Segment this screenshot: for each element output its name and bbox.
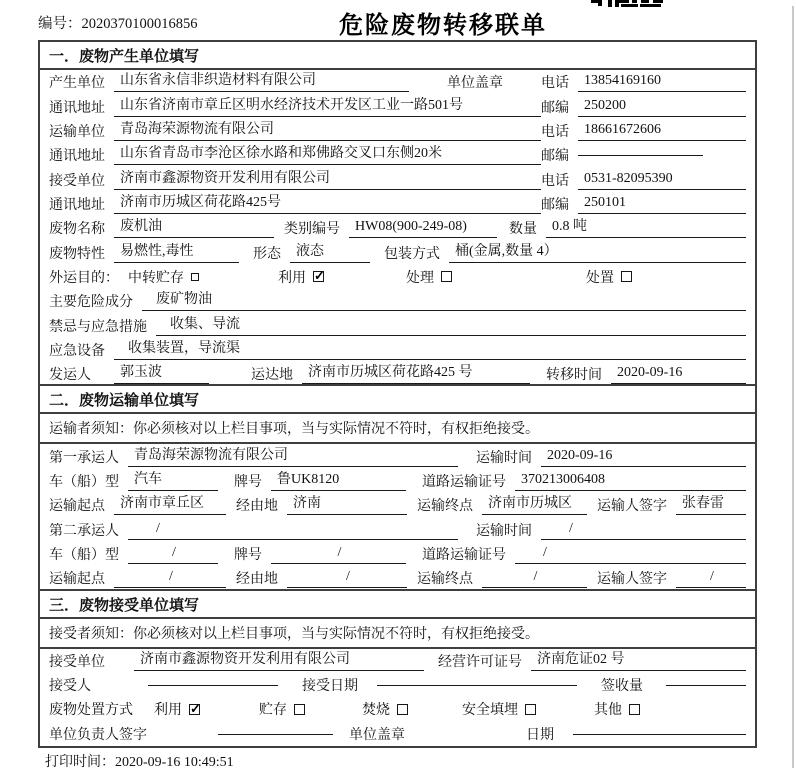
route2-via-value: / [287,568,407,588]
dispatch-row [40,362,755,386]
qr-code-partial-icon [591,0,665,10]
signed-qty-label: 签收量 [601,679,643,695]
disposal-incinerate-label: 焚烧 [362,703,390,719]
waste-name-value: 废机油 [114,218,274,238]
vehicle2-type-value: / [128,544,218,564]
page-title: 危险废物转移联单 [339,12,547,39]
transporter-phone-label: 电话 [541,124,569,140]
purpose-dispose-label: 处置 [586,270,614,286]
transporter-value: 青岛海荣源物流有限公司 [114,121,541,141]
purpose-storage-label: 中转贮存 [128,270,184,286]
vehicle1-type-label: 车（船）型 [49,474,119,490]
plate2-value: / [271,544,406,564]
purpose-dispose-checkbox[interactable] [621,271,632,282]
transporter-row [40,119,755,143]
waste-qty-value: 0.8 吨 [546,218,746,238]
first-carrier-label: 第一承运人 [49,450,119,466]
responsible-signature-value [218,733,333,735]
receiver-zip-label: 邮编 [541,197,569,213]
permit-label: 经营许可证号 [438,654,522,670]
route2-origin-value: / [114,568,226,588]
accept-date-value [377,684,577,686]
scanned-page-edge-line [792,6,794,768]
dispatcher-label: 发运人 [49,368,91,384]
producer-value: 山东省永信非织造材料有限公司 [114,72,409,92]
serial-value: 2020370100016856 [81,16,198,32]
purpose-option-storage [128,267,278,287]
disposal-other-checkbox[interactable] [629,704,640,715]
section3-header: 三．废物接受单位填写 [40,589,755,619]
destination-value: 济南市历城区荷花路425 号 [302,364,530,384]
transporter-notice: 运输者须知：你必须核对以上栏目事项，当与实际情况不符时，有权拒绝接受。 [40,414,755,444]
purpose-storage-checkbox[interactable] [191,273,199,281]
route1-row [40,493,755,517]
transport-time2-value: / [541,520,746,540]
producer-row [40,70,755,94]
receiver-phone-value: 0531-82095390 [578,170,746,190]
route1-sign-label: 运输人签字 [597,499,667,515]
route2-origin-label: 运输起点 [49,572,105,588]
emergency-measures-label: 禁忌与应急措施 [49,319,147,335]
permit-value: 济南危证02 号 [531,651,746,671]
dispatcher-value: 郭玉波 [114,364,209,384]
accept-date-label: 接受日期 [302,679,358,695]
first-carrier-value: 青岛海荣源物流有限公司 [128,447,458,467]
print-time-line [45,751,234,768]
vehicle2-type-label: 车（船）型 [49,548,119,564]
emergency-equipment-label: 应急设备 [49,343,105,359]
producer-zip-label: 邮编 [541,100,569,116]
receiver-address-label: 通讯地址 [49,197,105,213]
route1-origin-value: 济南市章丘区 [114,495,226,515]
purpose-treat-checkbox[interactable] [441,271,452,282]
waste-name-row [40,216,755,240]
receiver-address-row [40,192,755,216]
waste-name-label: 废物名称 [49,222,105,238]
first-carrier-row [40,444,755,468]
route2-row [40,566,755,590]
section1-header: 一．废物产生单位填写 [40,42,755,70]
destination-label: 运达地 [251,368,293,384]
route1-end-value: 济南市历城区 [482,495,587,515]
receiver-label: 接受单位 [49,173,105,189]
waste-qty-label: 数量 [509,222,537,238]
route1-origin-label: 运输起点 [49,499,105,515]
disposal-method-label: 废物处置方式 [49,703,133,719]
second-carrier-row [40,518,755,542]
disposal-option-incinerate [362,699,462,719]
emergency-measures-row [40,313,755,337]
purpose-option-utilize [278,267,406,287]
seal-date-value [573,733,746,735]
transporter-label: 运输单位 [49,124,105,140]
purpose-option-treat [406,267,586,287]
road-cert1-label: 道路运输证号 [422,474,506,490]
disposal-option-utilize [154,699,259,719]
hazardous-waste-transfer-form [38,40,757,748]
waste-code-value: HW08(900-249-08) [349,218,497,238]
emergency-equipment-row [40,338,755,362]
transporter-address-value: 山东省青岛市李沧区徐水路和郑佛路交叉口东侧20米 [114,145,541,165]
disposal-utilize-checkbox[interactable] [189,704,200,715]
transfer-purpose-row [40,265,755,289]
plate2-label: 牌号 [234,548,262,564]
receiver-value: 济南市鑫源物资开发利用有限公司 [114,170,541,190]
vehicle1-type-value: 汽车 [128,471,218,491]
vehicle2-row [40,542,755,566]
print-time-label: 打印时间： [45,755,115,768]
route1-via-label: 经由地 [236,499,278,515]
section2-header: 二．废物运输单位填写 [40,384,755,414]
route2-sign-label: 运输人签字 [597,572,667,588]
disposal-incinerate-checkbox[interactable] [397,704,408,715]
road-cert2-value: / [515,544,746,564]
disposal-landfill-checkbox[interactable] [525,704,536,715]
purpose-utilize-checkbox[interactable] [313,271,324,282]
serial-label: 编号： [38,16,82,32]
waste-traits-label: 废物特性 [49,246,105,262]
producer-address-label: 通讯地址 [49,100,105,116]
receiver-address-value: 济南市历城区荷花路425号 [114,194,541,214]
disposal-store-label: 贮存 [259,703,287,719]
acceptor-row [40,673,755,697]
transporter-address-row [40,143,755,167]
disposal-option-store [259,699,362,719]
hazard-components-value: 废矿物油 [142,291,746,311]
hazard-components-label: 主要危险成分 [49,295,133,311]
route2-end-label: 运输终点 [417,572,473,588]
responsible-signature-label: 单位负责人签字 [49,727,147,743]
plate1-value: 鲁UK8120 [271,471,406,491]
disposal-method-row [40,697,755,721]
transport-time1-label: 运输时间 [476,450,532,466]
signed-qty-value [666,684,746,686]
receiver-zip-value: 250101 [578,194,746,214]
responsible-signature-row [40,722,755,746]
emergency-measures-value: 收集、导流 [156,316,746,336]
disposal-option-landfill [462,699,594,719]
transfer-time-value: 2020-09-16 [611,364,746,384]
transporter-zip-label: 邮编 [541,149,569,165]
receiver-row [40,167,755,191]
route1-via-value: 济南 [287,495,407,515]
transporter-phone-value: 18661672606 [578,121,746,141]
waste-code-label: 类别编号 [284,222,340,238]
producer-address-value: 山东省济南市章丘区明水经济技术开发区工业一路501号 [114,97,541,117]
purpose-treat-label: 处理 [406,270,434,286]
producer-label: 产生单位 [49,76,105,92]
producer-phone-value: 13854169160 [578,72,746,92]
waste-traits-row [40,240,755,264]
disposal-other-label: 其他 [594,703,622,719]
purpose-utilize-label: 利用 [278,270,306,286]
route2-end-value: / [482,568,587,588]
second-carrier-label: 第二承运人 [49,523,119,539]
route1-end-label: 运输终点 [417,499,473,515]
packing-label: 包装方式 [384,246,440,262]
producer-seal-label: 单位盖章 [447,76,503,92]
road-cert2-label: 道路运输证号 [422,548,506,564]
acceptor-value [148,684,278,686]
disposal-option-other [594,699,640,719]
acceptor-label: 接受人 [49,679,91,695]
hazard-components-row [40,289,755,313]
vehicle1-row [40,469,755,493]
second-carrier-value: / [128,520,458,540]
route2-via-label: 经由地 [236,572,278,588]
disposal-landfill-label: 安全填埋 [462,703,518,719]
waste-form-value: 液态 [290,243,370,263]
producer-address-row [40,94,755,118]
seal-date-label: 日期 [526,727,554,743]
accept-unit-value: 济南市鑫源物资开发利用有限公司 [134,651,424,671]
print-time-value: 2020-09-16 10:49:51 [115,755,234,768]
plate1-label: 牌号 [234,474,262,490]
producer-phone-label: 电话 [541,76,569,92]
transfer-time-label: 转移时间 [546,368,602,384]
accept-unit-label: 接受单位 [49,654,105,670]
accept-unit-row [40,649,755,673]
unit-seal-label: 单位盖章 [349,727,405,743]
disposal-utilize-label: 利用 [154,703,182,719]
transport-time1-value: 2020-09-16 [541,447,746,467]
producer-zip-value: 250200 [578,97,746,117]
route1-sign-value: 张春雷 [676,495,746,515]
route2-sign-value: / [676,568,746,588]
purpose-option-dispose [586,267,632,287]
disposal-store-checkbox[interactable] [294,704,305,715]
road-cert1-value: 370213006408 [515,471,746,491]
transporter-address-label: 通讯地址 [49,149,105,165]
waste-traits-value: 易燃性,毒性 [114,243,239,263]
transfer-purpose-label: 外运目的： [49,270,119,286]
transport-time2-label: 运输时间 [476,523,532,539]
emergency-equipment-value: 收集装置，导流渠 [114,340,746,360]
transporter-zip-value [578,154,703,156]
receiver-notice: 接受者须知：你必须核对以上栏目事项，当与实际情况不符时，有权拒绝接受。 [40,619,755,649]
waste-form-label: 形态 [253,246,281,262]
receiver-phone-label: 电话 [541,173,569,189]
packing-value: 桶(金属,数量 4） [449,243,746,263]
